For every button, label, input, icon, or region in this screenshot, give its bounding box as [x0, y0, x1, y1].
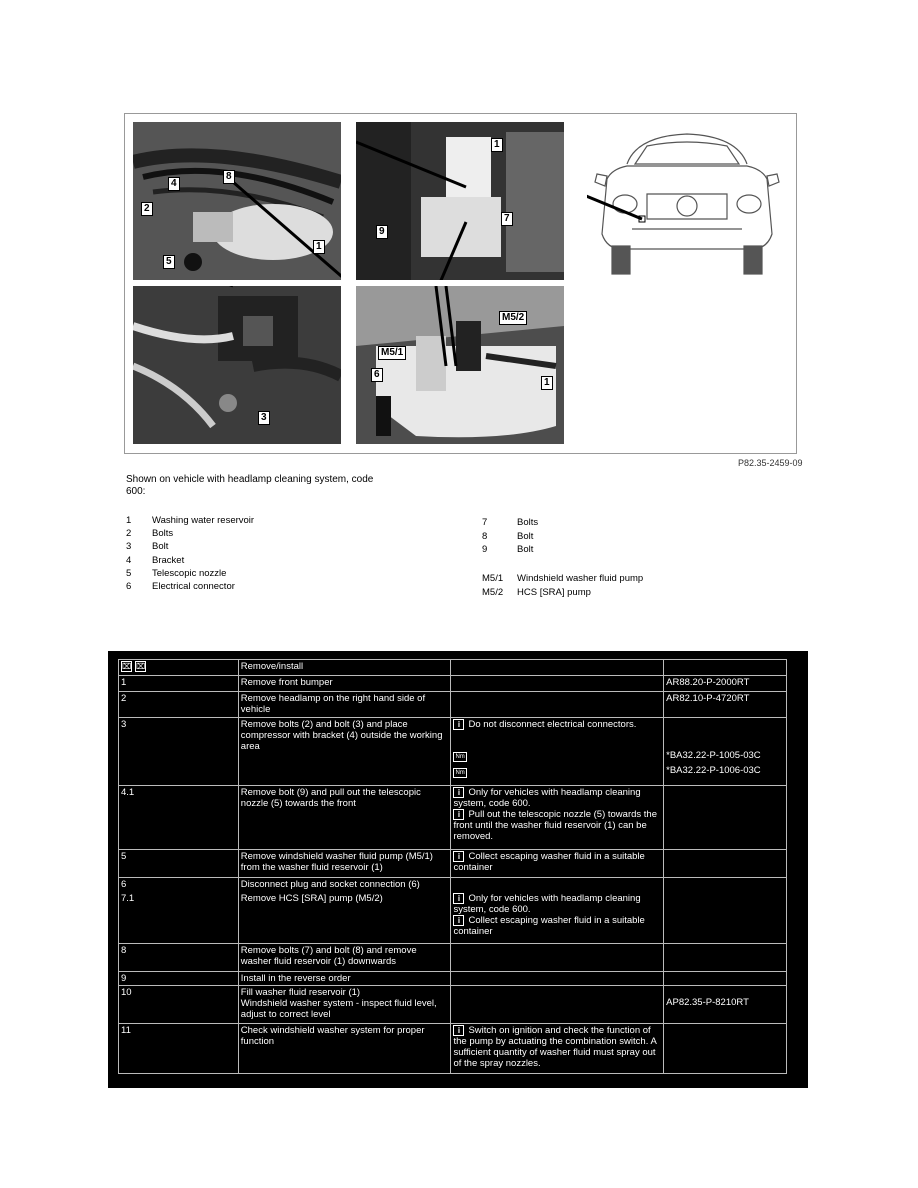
figure-caption: Shown on vehicle with headlamp cleaning system, code 600: — [126, 474, 374, 497]
info-icon: i — [453, 893, 464, 904]
table-row: 1 Remove front bumper AR88.20-P-2000RT — [119, 676, 787, 692]
photo-pumps — [356, 286, 564, 444]
table-header-row — [119, 660, 787, 676]
photo-compressor-bolt — [133, 286, 341, 444]
table-row: 2 Remove headlamp on the right hand side of vehicle AR82.10-P-4720RT — [119, 692, 787, 718]
callout-m5-1: M5/1 — [378, 346, 406, 360]
table-row: 3 Remove bolts (2) and bolt (3) and place compressor with bracket (4) outside the working area i Do not disconnect electrical connectors. Nm Nm *BA32.22-P-1005-03C *BA32.22-P-1006-03C — [119, 718, 787, 786]
legend-right: 7 Bolts 8 Bolt 9 Bolt M5/1 Windshield washer fluid pump M5/2 HCS [SRA] pump — [482, 517, 644, 598]
callout-9: 9 — [376, 225, 388, 239]
doc-reference-link[interactable]: AR82.10-P-4720RT — [664, 692, 787, 718]
info-icon: i — [453, 851, 464, 862]
photo-hoses-bracket — [133, 122, 341, 280]
info-icon: i — [453, 809, 464, 820]
legend-left: 1 Washing water reservoir 2 Bolts 3 Bolt 4 Bracket 5 Telescopic nozzle 6 Electrical connector — [126, 515, 255, 592]
procedure-figure — [124, 113, 797, 454]
photo-reservoir-overview — [356, 122, 564, 280]
table-row: 8 Remove bolts (7) and bolt (8) and remove washer fluid reservoir (1) downwards — [119, 944, 787, 972]
table-row: 6 7.1 Disconnect plug and socket connection (6) Remove HCS [SRA] pump (M5/2) i Only for vehicles with headlamp cleaning system, code 600. i Collect escaping washer fluid in a suitable container — [119, 878, 787, 944]
callout-3: 3 — [258, 411, 270, 425]
doc-reference-link[interactable]: AR88.20-P-2000RT — [664, 676, 787, 692]
figure-id: P82.35-2459-09 — [738, 458, 803, 468]
info-icon: i — [453, 787, 464, 798]
callout-1: 1 — [313, 240, 325, 254]
procedure-table-panel — [108, 651, 808, 1088]
doc-reference-link[interactable]: *BA32.22-P-1005-03C — [666, 750, 761, 761]
callout-7: 7 — [501, 212, 513, 226]
callout-5: 5 — [163, 255, 175, 269]
table-row: 11 Check windshield washer system for proper function i Switch on ignition and check the function of the pump by actuating the combination switch. A sufficient quantity of washer fluid must spray out of the spray nozzles. — [119, 1024, 787, 1074]
vehicle-front-illustration — [587, 124, 787, 284]
info-icon: i — [453, 719, 464, 730]
torque-icon: Nm — [455, 770, 465, 776]
table-row: 5 Remove windshield washer fluid pump (M5/1) from the washer fluid reservoir (1) i Collect escaping washer fluid in a suitable container — [119, 850, 787, 878]
install-icon: ⌧ — [136, 662, 146, 671]
procedure-table — [118, 659, 787, 1074]
doc-reference-link[interactable]: AP82.35-P-8210RT — [666, 997, 749, 1008]
callout-2: 2 — [141, 202, 153, 216]
torque-icon: Nm — [455, 754, 465, 760]
table-row: 10 Fill washer fluid reservoir (1) Windshield washer system - inspect fluid level, adjust to correct level AP82.35-P-8210RT — [119, 986, 787, 1024]
remove-icon: ⌧ — [122, 662, 132, 671]
header-icons — [119, 660, 239, 676]
callout-m5-2: M5/2 — [499, 311, 527, 325]
callout-6: 6 — [371, 368, 383, 382]
table-row: 4.1 Remove bolt (9) and pull out the telescopic nozzle (5) towards the front i Only for vehicles with headlamp cleaning system, code 600. i Pull out the telescopic nozzle (5) towards the front until the washer fluid reservoir (1) can be removed. — [119, 786, 787, 850]
callout-1: 1 — [541, 376, 553, 390]
info-icon: i — [453, 915, 464, 926]
callout-4: 4 — [168, 177, 180, 191]
callout-1: 1 — [491, 138, 503, 152]
table-row: 9 Install in the reverse order — [119, 972, 787, 986]
callout-8: 8 — [223, 170, 235, 184]
info-icon: i — [453, 1025, 464, 1036]
doc-reference-link[interactable]: *BA32.22-P-1006-03C — [666, 765, 761, 776]
header-title: Remove/install — [238, 660, 451, 676]
